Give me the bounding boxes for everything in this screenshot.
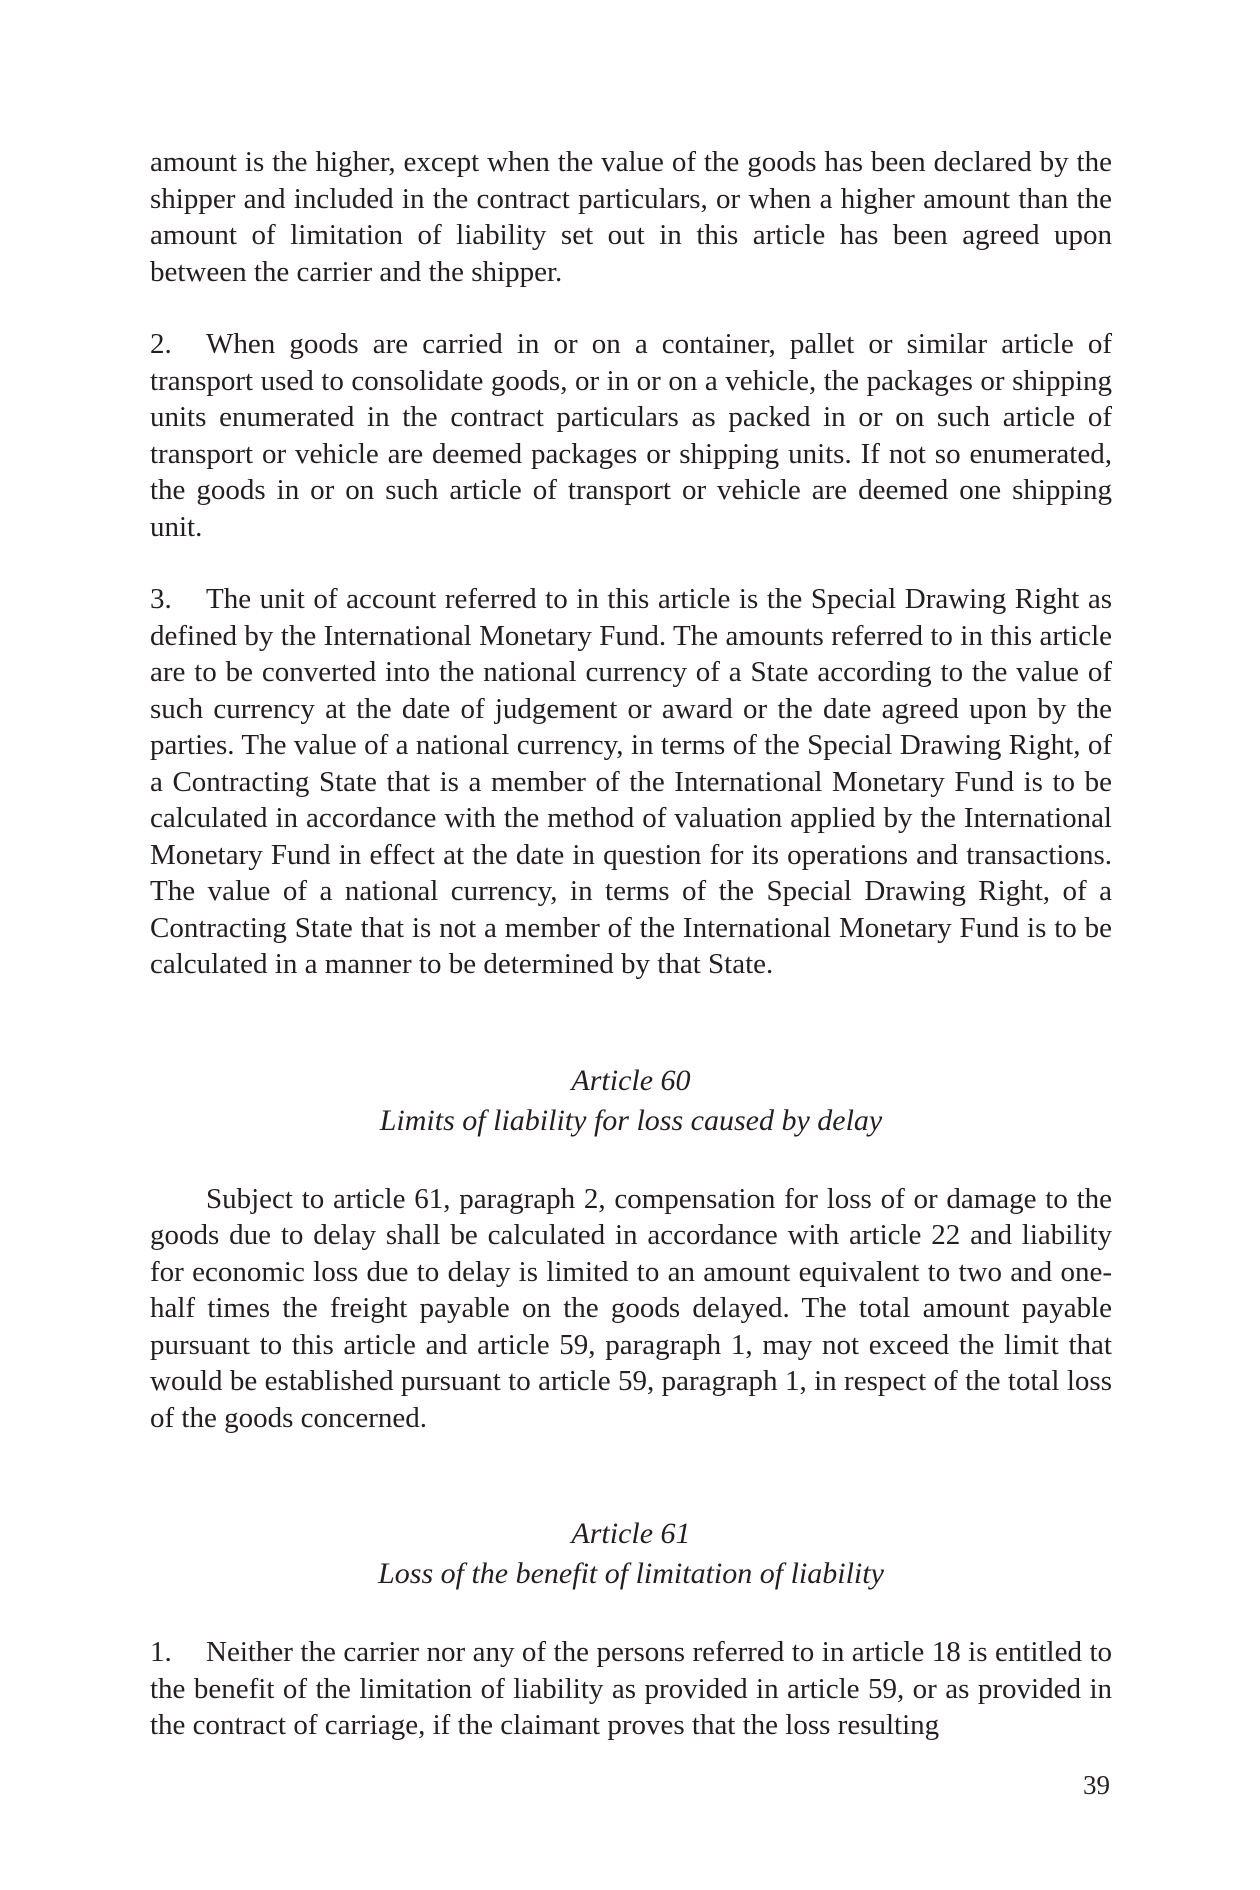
- article-heading: Article 61: [571, 1517, 691, 1550]
- article-title: Limits of liability for loss caused by delay: [379, 1103, 883, 1137]
- paragraph-number: 1.: [150, 1636, 172, 1668]
- paragraph-number: 2.: [150, 328, 172, 360]
- article-61-header: [150, 1514, 1112, 1594]
- paragraph-text: Neither the carrier nor any of the persons referred to in article 18 is entitled to the benefit of the limitation of liability as provided in article 59, or as provided in the contract of carriage, if the claimant proves that the loss resulting: [150, 1636, 1112, 1741]
- continuation-paragraph: amount is the higher, except when the value of the goods has been declared by the shipper and included in the contract particulars, or when a higher amount than the amount of limitation of liability set out in this article has been agreed upon between the carrier and the shipper.: [150, 146, 1112, 288]
- paragraph-text: When goods are carried in or on a container, pallet or similar article of transport used to consolidate goods, or in or on a vehicle, the packages or shipping units enumerated in the contract particulars as packed in or on such article of transport or vehicle are deemed packages or shipping units. If not so enumerated, the goods in or on such article of transport or vehicle are deemed one shipping unit.: [150, 328, 1112, 543]
- article-60-paragraph: Subject to article 61, paragraph 2, compensation for loss of or damage to the goods due to delay shall be calculated in accordance with article 22 and liability for economic loss due to delay is limited to an amount equivalent to two and one-half times the freight payable on the goods delayed. The total amount payable pursuant to this article and article 59, paragraph 1, may not exceed the limit that would be established pursuant to article 59, paragraph 1, in respect of the total loss of the goods concerned.: [150, 1182, 1112, 1434]
- page-number: 39: [1083, 1770, 1110, 1800]
- paragraph-text: The unit of account referred to in this article is the Special Drawing Right as defined by the International Monetary Fund. The amounts referred to in this article are to be converted into the national currency of a State according to the value of such currency at the date of judgement or award or the date agreed upon by the parties. The value of a national currency, in terms of the Special Drawing Right, of a Contracting State that is a member of the International Monetary Fund is to be calculated in accordance with the method of valuation applied by the International Monetary Fund in effect at the date in question for its operations and transactions. The value of a national currency, in terms of the Special Drawing Right, of a Contracting State that is not a member of the International Monetary Fund is to be calculated in a manner to be determined by that State.: [150, 583, 1112, 980]
- article-59-paragraph-2: [150, 326, 1112, 545]
- paragraph-number: 3.: [150, 583, 172, 615]
- article-60-header: [150, 1061, 1112, 1141]
- article-59-paragraph-3: [150, 581, 1112, 983]
- article-title: Loss of the benefit of limitation of liability: [378, 1557, 884, 1590]
- article-61-paragraph-1: [150, 1634, 1112, 1744]
- article-heading: Article 60: [571, 1063, 691, 1097]
- page-body: [150, 144, 1112, 1744]
